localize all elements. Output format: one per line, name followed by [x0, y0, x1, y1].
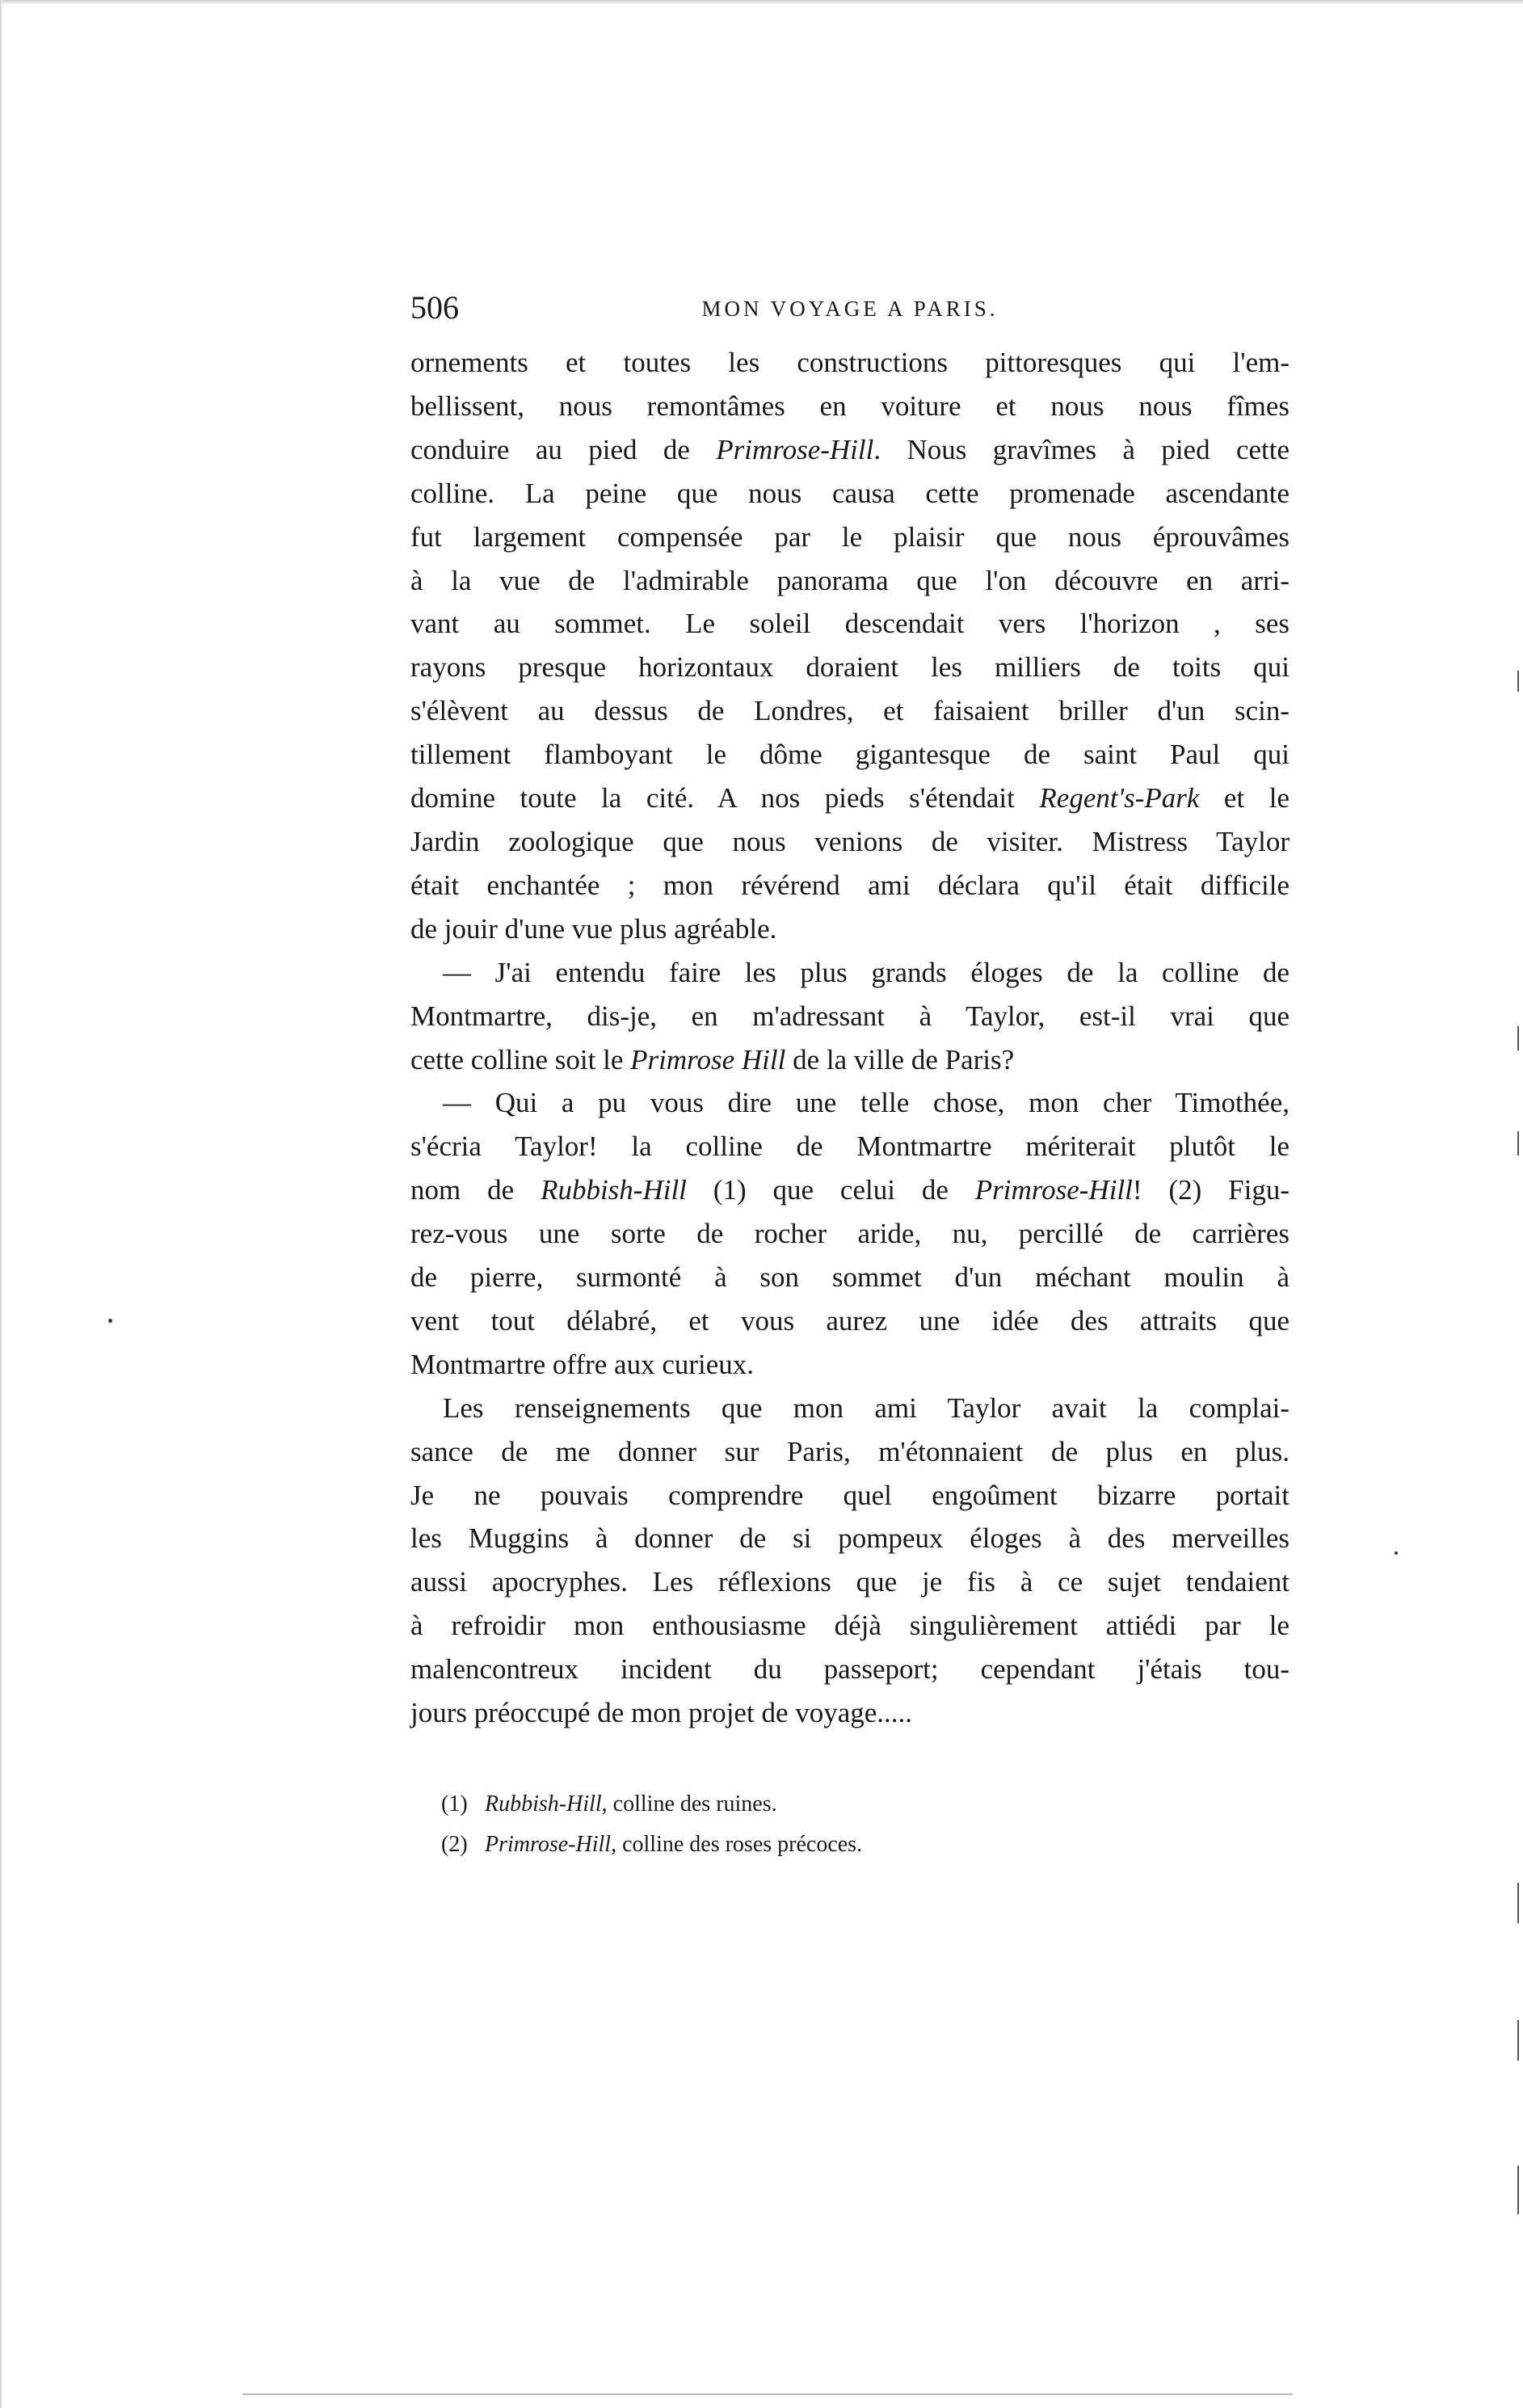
scan-speck [1395, 1551, 1398, 1555]
text-line: vent tout délabré, et vous aurez une idée des attraits que [410, 1304, 1290, 1337]
text-line: à refroidir mon enthousiasme déjà singulièrement attiédi par le [410, 1610, 1290, 1642]
text-line: s'écria Taylor! la colline de Montmartre mériterait plutôt le [410, 1130, 1290, 1163]
scan-mark [1517, 1026, 1519, 1050]
footnote-number: (2) [441, 1832, 468, 1857]
text-line: Montmartre offre aux curieux. [410, 1348, 755, 1380]
text-line: colline. La peine que nous causa cette promenade ascendante [410, 477, 1290, 509]
text-line: Je ne pouvais comprendre quel engoûment bizarre portait [410, 1479, 1290, 1511]
text-line: à la vue de l'admirable panorama que l'on découvre en arri- [410, 564, 1290, 596]
scan-mark [1517, 2020, 1519, 2061]
text-line: cette colline soit le Primrose Hill de la ville de Paris? [410, 1043, 1015, 1076]
scan-mark [1517, 1131, 1519, 1156]
text-line: Jardin zoologique que nous venions de visiter. Mistress Taylor [410, 825, 1290, 857]
scan-mark [1517, 671, 1519, 692]
paragraph [410, 1387, 1290, 1735]
paragraph [410, 951, 1290, 1082]
footnote-term: Primrose-Hill, [485, 1832, 617, 1857]
text-line: rez-vous une sorte de rocher aride, nu, percillé de carrières [410, 1218, 1290, 1250]
body-text [410, 341, 1290, 1735]
text-line: vant au sommet. Le soleil descendait vers l'horizon , ses [410, 608, 1290, 640]
place-name: Regent's-Park [1039, 782, 1200, 815]
scan-mark [1517, 2166, 1519, 2214]
text-line: ornements et toutes les constructions pittoresques qui l'em- [410, 347, 1290, 378]
place-name: Primrose Hill [630, 1043, 786, 1076]
text-line: les Muggins à donner de si pompeux éloges à des merveilles [410, 1522, 1290, 1555]
footnote [441, 1784, 1281, 1825]
footnote-text: colline des roses précoces. [616, 1832, 863, 1857]
paragraph [410, 1081, 1290, 1386]
text-line: de pierre, surmonté à son sommet d'un méchant moulin à [410, 1261, 1290, 1294]
place-name: Rubbish-Hill [541, 1174, 687, 1206]
paragraph [410, 341, 1290, 951]
text-line: malencontreux incident du passeport; cependant j'étais tou- [410, 1653, 1290, 1686]
text-line: jours préoccupé de mon projet de voyage..... [410, 1697, 913, 1729]
page-header [410, 288, 1290, 328]
text-line: sance de me donner sur Paris, m'étonnaient de plus en plus. [410, 1435, 1290, 1467]
footnote [441, 1825, 1281, 1865]
text-line: rayons presque horizontaux doraient les milliers de toits qui [410, 651, 1290, 684]
scan-edge-top [0, 0, 1523, 5]
place-name: Primrose-Hill [716, 433, 874, 465]
footnote-text: colline des ruines. [607, 1791, 777, 1817]
text-line: tillement flamboyant le dôme gigantesque de saint Paul qui [410, 739, 1290, 771]
text-line: domine toute la cité. A nos pieds s'étendait Regent's-Park et le [410, 782, 1290, 815]
scan-edge-left [0, 0, 2, 2408]
text-line: Montmartre, dis-je, en m'adressant à Taylor, est-il vrai que [410, 1000, 1290, 1032]
text-line: — J'ai entendu faire les plus grands éloges de la colline de [443, 956, 1290, 988]
text-line: bellissent, nous remontâmes en voiture et nous nous fîmes [410, 389, 1290, 422]
text-line: était enchantée ; mon révérend ami déclara qu'il était difficile [410, 869, 1290, 901]
scan-speck [108, 1319, 112, 1323]
scan-edge-bottom [242, 2393, 1293, 2395]
place-name: Primrose-Hill [974, 1174, 1133, 1206]
scan-mark [1517, 1883, 1519, 1923]
text-line: — Qui a pu vous dire une telle chose, mon cher Timothée, [443, 1087, 1290, 1119]
text-line: Les renseignements que mon ami Taylor avait la complai- [443, 1391, 1290, 1424]
text-line: nom de Rubbish-Hill (1) que celui de Primrose-Hill! (2) Figu- [410, 1174, 1290, 1206]
page-number: 506 [410, 289, 459, 326]
text-line: s'élèvent au dessus de Londres, et faisaient briller d'un scin- [410, 695, 1290, 727]
footnotes [441, 1784, 1281, 1865]
footnote-term: Rubbish-Hill, [485, 1791, 608, 1817]
text-line: de jouir d'une vue plus agréable. [410, 912, 777, 945]
text-line: fut largement compensée par le plaisir que nous éprouvâmes [410, 520, 1290, 553]
footnote-number: (1) [441, 1791, 468, 1817]
text-line: conduire au pied de Primrose-Hill. Nous gravîmes à pied cette [410, 433, 1290, 465]
running-head: MON VOYAGE A PARIS. [701, 297, 999, 321]
text-line: aussi apocryphes. Les réflexions que je fis à ce sujet tendaient [410, 1566, 1290, 1598]
